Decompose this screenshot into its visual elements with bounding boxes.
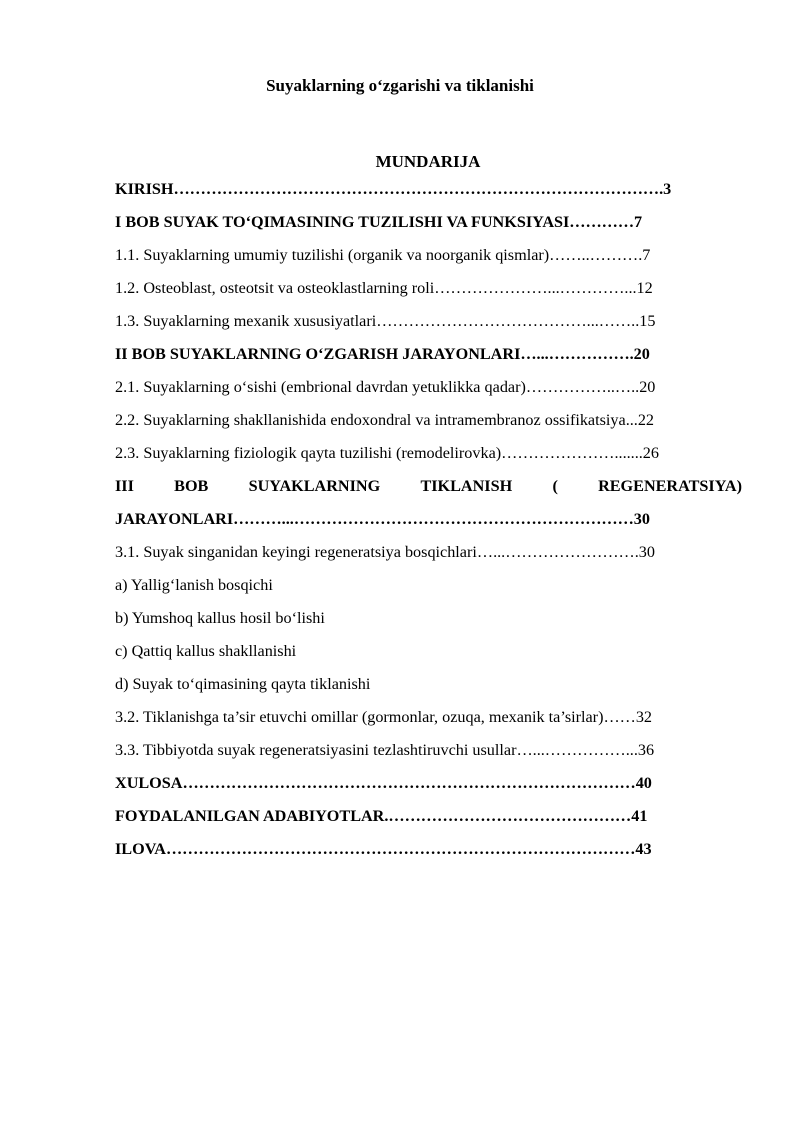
toc-entry-ilova[interactable]: ILOVA……………………………………………………………………………43 (115, 840, 652, 858)
toc-entry-2-2[interactable]: 2.2. Suyaklarning shakllanishida endoxondral va intramembranoz ossifikatsiya...22 (115, 411, 655, 429)
toc-entry-1-3[interactable]: 1.3. Suyaklarning mexanik xususiyatlari…………………………………...……..15 (115, 312, 656, 330)
toc-entry-3-3[interactable]: 3.3. Tibbiyotda suyak regeneratsiyasini tezlashtiruvchi usullar…...……………...36 (115, 741, 655, 759)
toc-entry-xulosa[interactable]: XULOSA…………………………………………………………………………40 (115, 774, 652, 792)
chapter-3-word: REGENERATSIYA) (598, 477, 742, 495)
toc-entry-chapter-3-cont[interactable]: JARAYONLARI………...………………………………………………………30 (115, 510, 650, 528)
chapter-3-word: BOB (174, 477, 209, 495)
table-of-contents (115, 178, 742, 871)
chapter-3-word: III (115, 477, 134, 495)
toc-entry-2-3[interactable]: 2.3. Suyaklarning fiziologik qayta tuzilishi (remodelirovka)………………….......26 (115, 444, 659, 462)
toc-heading: MUNDARIJA (375, 152, 481, 171)
toc-entry-2-1[interactable]: 2.1. Suyaklarning o‘sishi (embrional davrdan yetuklikka qadar)……………..…..20 (115, 378, 656, 396)
toc-entry-3-1-a[interactable]: a) Yallig‘lanish bosqichi (115, 576, 273, 594)
toc-entry-chapter-2[interactable]: II BOB SUYAKLARNING O‘ZGARISH JARAYONLARI…...…………….20 (115, 345, 650, 363)
toc-entry-kirish[interactable]: KIRISH……………………………………………………………………………….3 (115, 180, 672, 198)
toc-entry-1-2[interactable]: 1.2. Osteoblast, osteotsit va osteoklastlarning roli…………………...…………...12 (115, 279, 653, 297)
toc-entry-3-1-c[interactable]: c) Qattiq kallus shakllanishi (115, 642, 297, 660)
toc-entry-3-1-d[interactable]: d) Suyak to‘qimasining qayta tiklanishi (115, 675, 371, 693)
toc-entry-3-1[interactable]: 3.1. Suyak singanidan keyingi regeneratsiya bosqichlari…...…………………….30 (115, 543, 655, 561)
toc-entry-1-1[interactable]: 1.1. Suyaklarning umumiy tuzilishi (organik va noorganik qismlar)……..……….7 (115, 246, 651, 264)
chapter-3-word: ( (552, 477, 558, 495)
toc-entry-adabiyotlar[interactable]: FOYDALANILGAN ADABIYOTLAR.………………………………………41 (115, 807, 648, 825)
toc-entry-3-1-b[interactable]: b) Yumshoq kallus hosil bo‘lishi (115, 609, 325, 627)
toc-entry-chapter-3[interactable] (115, 475, 742, 508)
toc-entry-chapter-1[interactable]: I BOB SUYAK TO‘QIMASINING TUZILISHI VA FUNKSIYASI…………7 (115, 213, 643, 231)
toc-entry-3-2[interactable]: 3.2. Tiklanishga ta’sir etuvchi omillar (gormonlar, ozuqa, mexanik ta’sirlar)……32 (115, 708, 653, 726)
document-title: Suyaklarning o‘zgarishi va tiklanishi (266, 76, 534, 95)
chapter-3-word: SUYAKLARNING (248, 477, 381, 495)
chapter-3-word: TIKLANISH (420, 477, 513, 495)
